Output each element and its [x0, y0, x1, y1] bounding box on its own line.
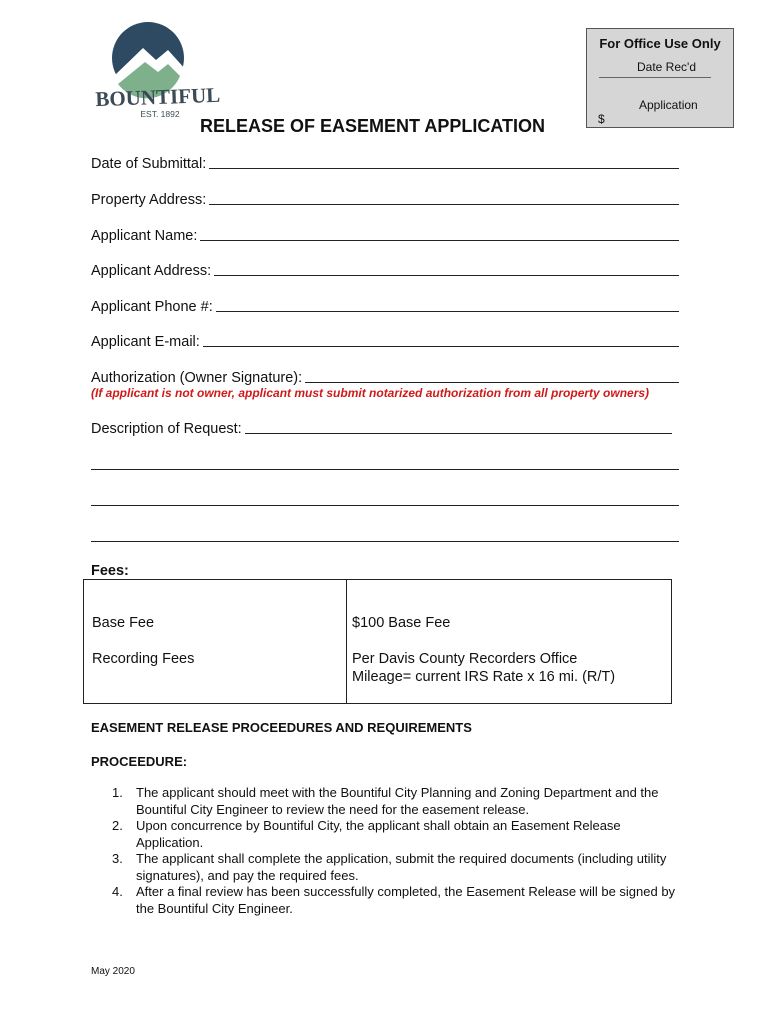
description-line-3[interactable]	[91, 505, 679, 506]
field-label: Applicant Name:	[91, 228, 198, 244]
description-line-4[interactable]	[91, 541, 679, 542]
fees-table-divider	[346, 580, 347, 703]
description-line-2[interactable]	[91, 469, 679, 470]
list-item	[112, 884, 682, 917]
office-use-title: For Office Use Only	[599, 36, 721, 51]
logo-est: EST. 1892	[140, 109, 180, 118]
date-received-label: Date Rec'd	[637, 60, 696, 74]
step-number: 2.	[112, 818, 123, 833]
footer-date: May 2020	[91, 966, 135, 977]
fee-value-recording: Per Davis County Recorders Office	[352, 651, 578, 667]
fee-value-base: $100 Base Fee	[352, 615, 451, 631]
step-text: Upon concurrence by Bountiful City, the applicant shall obtain an Easement Release Application.	[136, 818, 621, 850]
step-number: 4.	[112, 884, 123, 899]
field-label: Authorization (Owner Signature):	[91, 370, 303, 386]
logo-wordmark: BOUNTIFUL	[94, 82, 221, 112]
field-date-of-submittal[interactable]	[91, 152, 679, 172]
proceedure-heading: PROCEEDURE:	[91, 754, 188, 769]
page-title: RELEASE OF EASEMENT APPLICATION	[200, 116, 546, 136]
field-line	[214, 275, 679, 276]
field-line	[209, 204, 679, 205]
field-property-address[interactable]	[91, 188, 679, 208]
step-number: 3.	[112, 851, 123, 866]
field-applicant-name[interactable]	[91, 224, 679, 244]
field-applicant-address[interactable]	[91, 259, 679, 279]
list-item	[112, 851, 682, 884]
date-received-line	[599, 77, 711, 78]
field-label: Applicant Address:	[91, 263, 212, 279]
field-label: Property Address:	[91, 192, 207, 208]
field-line	[200, 240, 679, 241]
step-number: 1.	[112, 785, 123, 800]
fees-label: Fees:	[91, 563, 129, 579]
authorization-note: (If applicant is not owner, applicant must submit notarized authorization from all property owners)	[91, 386, 650, 400]
list-item	[112, 785, 682, 818]
field-line	[216, 311, 679, 312]
field-applicant-email[interactable]	[91, 330, 679, 350]
field-line	[305, 382, 679, 383]
office-use-box	[586, 28, 734, 128]
bountiful-logo	[88, 18, 238, 118]
field-label: Applicant E-mail:	[91, 334, 200, 350]
field-description-of-request[interactable]	[91, 417, 672, 437]
step-text: After a final review has been successfully completed, the Easement Release will be signed by the Bountiful City Engineer.	[136, 884, 676, 916]
field-line	[209, 168, 679, 169]
procedures-heading: EASEMENT RELEASE PROCEEDURES AND REQUIREMENTS	[91, 720, 472, 735]
field-applicant-phone[interactable]	[91, 295, 679, 315]
procedure-steps	[112, 785, 682, 917]
fees-table	[83, 579, 672, 704]
field-label: Date of Submittal:	[91, 156, 207, 172]
field-label: Description of Request:	[91, 421, 242, 437]
fee-name-base: Base Fee	[92, 615, 155, 631]
field-owner-signature[interactable]	[91, 366, 679, 386]
step-text: The applicant shall complete the application, submit the required documents (including utility signatures), and pay the required fees.	[136, 851, 667, 883]
field-label: Applicant Phone #:	[91, 299, 213, 315]
dollar-sign: $	[598, 112, 605, 126]
step-text: The applicant should meet with the Bountiful City Planning and Zoning Department and the Bountiful City Engineer to review the need for the easement release.	[136, 785, 659, 817]
field-line	[203, 346, 679, 347]
fee-value-recording-mileage: Mileage= current IRS Rate x 16 mi. (R/T)	[352, 669, 616, 685]
application-label: Application	[639, 98, 698, 112]
list-item	[112, 818, 682, 851]
fee-name-recording: Recording Fees	[92, 651, 195, 667]
field-line	[245, 433, 672, 434]
